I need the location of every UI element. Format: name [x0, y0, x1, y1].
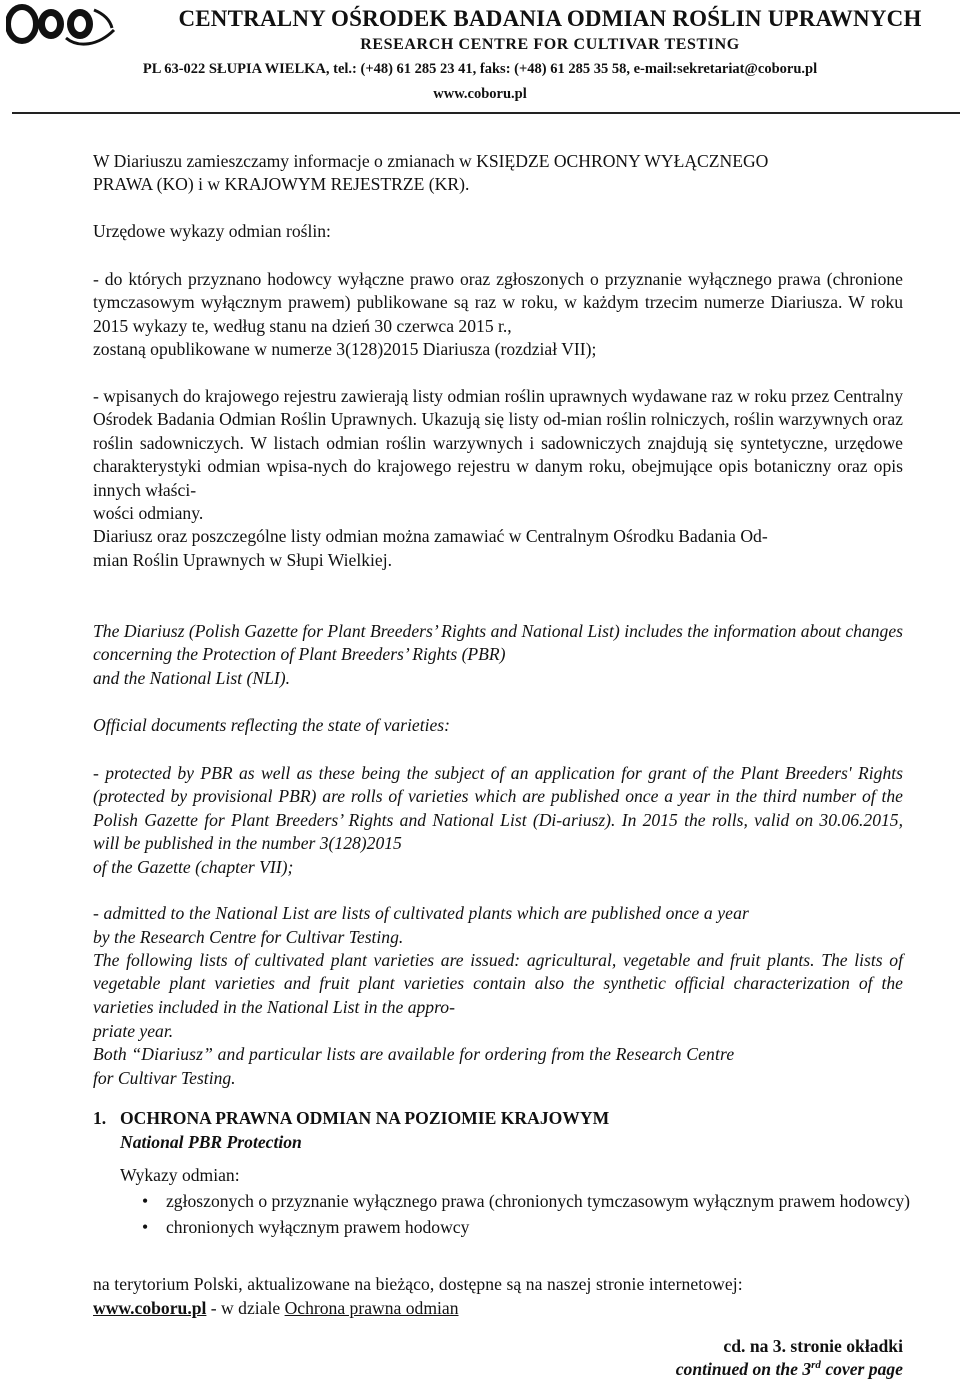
pl-paragraph-ordering: Diariusz oraz poszczególne listy odmian można zamawiać w Centralnym Ośrodku Badania Od- — [93, 526, 768, 546]
bullet-icon: • — [142, 1191, 149, 1211]
pl-paragraph-register-end: wości odmiany. — [93, 503, 204, 523]
pl-lists-heading: Urzędowe wykazy odmian roślin: — [93, 221, 331, 241]
en-lists-heading: Official documents reflecting the state of varieties: — [93, 715, 451, 735]
coboru-logo — [6, 0, 116, 46]
pl-paragraph-register: - wpisanych do krajowego rejestru zawierają listy odmian roślin uprawnych wydawane raz w roku przez Centralny Ośrodek Badania Odmian Roślin Uprawnych. Ukazują się listy od-mian roślin rolniczych, roślin warzywnych oraz roślin sadowniczych. W listach odmian roślin warzywnych i sadowniczych znajdują się syntetyczne, urzędowe charakterystyki odmian wpisa-nych do krajowego rejestru w danym roku, obejmujące opis botaniczny oraz opis innych właści- — [93, 386, 903, 500]
bullet-icon: • — [142, 1217, 149, 1238]
en-paragraph-protected-end: of the Gazette (chapter VII); — [93, 857, 294, 877]
continuation-en-ordinal: rd — [811, 1359, 821, 1372]
section-title: OCHRONA PRAWNA ODMIAN NA POZIOMIE KRAJOWYM — [120, 1108, 610, 1128]
institution-name: CENTRALNY OŚRODEK BADANIA ODMIAN ROŚLIN UPRAWNYCH — [178, 6, 922, 31]
list-item — [142, 1216, 912, 1239]
en-intro: The Diariusz (Polish Gazette for Plant Breeders’ Rights and National List) includes the information about changes concerning the Protection of Plant Breeders’ Rights (PBR) — [93, 621, 903, 665]
en-paragraph-lists-issued: The following lists of cultivated plant varieties are issued: agricultural, vegetable and fruit plants. The lists of vegetable plant varieties and fruit plant varieties contain also the synthetic official characterization of the varieties included in the National List in the appro- — [93, 950, 903, 1017]
list-item-text: zgłoszonych o przyznanie wyłącznego prawa (chronionych tymczasowym wyłącznym prawem hodowcy) — [166, 1191, 911, 1211]
en-paragraph-ordering-end: for Cultivar Testing. — [93, 1068, 236, 1088]
pl-intro-line1: W Diariuszu zamieszczamy informacje o zmianach w KSIĘDZE OCHRONY WYŁĄCZNEGO — [93, 151, 769, 171]
en-paragraph-national-list: - admitted to the National List are lists of cultivated plants which are published once a year — [93, 903, 749, 923]
en-paragraph-ordering: Both “Diariusz” and particular lists are available for ordering from the Research Centre — [93, 1044, 735, 1064]
pl-intro-line2: PRAWA (KO) i w KRAJOWYM REJESTRZE (KR). — [93, 174, 470, 194]
continuation-note-pl: cd. na 3. stronie okładki — [723, 1336, 903, 1356]
pl-paragraph-protected-end: zostaną opublikowane w numerze 3(128)2015 Diariusza (rozdział VII); — [93, 339, 597, 359]
varieties-bullet-list — [142, 1190, 912, 1243]
en-intro-end: and the National List (NLI). — [93, 668, 290, 688]
institution-address: PL 63-022 SŁUPIA WIELKA, tel.: (+48) 61 285 23 41, faks: (+48) 61 285 35 58, e-mail:sekretariat@coboru.pl — [142, 61, 818, 77]
pl-paragraph-protected: - do których przyznano hodowcy wyłączne prawo oraz zgłoszonych o przyznanie wyłącznego prawa (chronione tymczasowym wyłącznym prawem) publikowane są raz w roku, w każdym trzecim numerze Diariusza. W roku 2015 wykazy te, według stanu na dzień 30 czerwca 2015 r., — [93, 269, 903, 336]
availability-link-line — [93, 1297, 903, 1320]
continuation-en-end: cover page — [820, 1359, 903, 1379]
availability-text: na terytorium Polski, aktualizowane na bieżąco, dostępne są na naszej stronie internetowej: — [93, 1274, 743, 1294]
en-paragraph-protected: - protected by PBR as well as these being the subject of an application for grant of the Plant Breeders' Rights (protected by provisional PBR) are rolls of varieties which are published once a year in the third number of the Polish Gazette for Plant Breeders’ Rights and National List (Di-ariusz). In 2015 the rolls, valid on 30.06.2015, will be published in the number 3(128)2015 — [93, 763, 903, 854]
en-paragraph-national-list-end: by the Research Centre for Cultivar Testing. — [93, 927, 404, 947]
list-item — [142, 1190, 912, 1213]
availability-connector: - w dziale — [206, 1298, 285, 1318]
section-subtitle: National PBR Protection — [120, 1132, 302, 1152]
continuation-note-en — [676, 1358, 903, 1381]
varieties-list-intro: Wykazy odmian: — [120, 1165, 240, 1185]
list-item-text: chronionych wyłącznym prawem hodowcy — [166, 1217, 470, 1238]
pbr-section-link[interactable]: Ochrona prawna odmian — [284, 1298, 459, 1318]
website-link[interactable]: www.coboru.pl — [93, 1298, 207, 1318]
institution-website[interactable]: www.coboru.pl — [433, 86, 527, 102]
section-number: 1. — [93, 1108, 107, 1128]
continuation-en-start: continued on the 3 — [675, 1359, 812, 1379]
institution-name-english: RESEARCH CENTRE FOR CULTIVAR TESTING — [360, 36, 740, 53]
section-heading — [93, 1107, 609, 1130]
header-divider — [12, 112, 960, 114]
en-paragraph-lists-issued-end: priate year. — [93, 1021, 174, 1041]
pl-paragraph-ordering-end: mian Roślin Uprawnych w Słupi Wielkiej. — [93, 550, 393, 570]
